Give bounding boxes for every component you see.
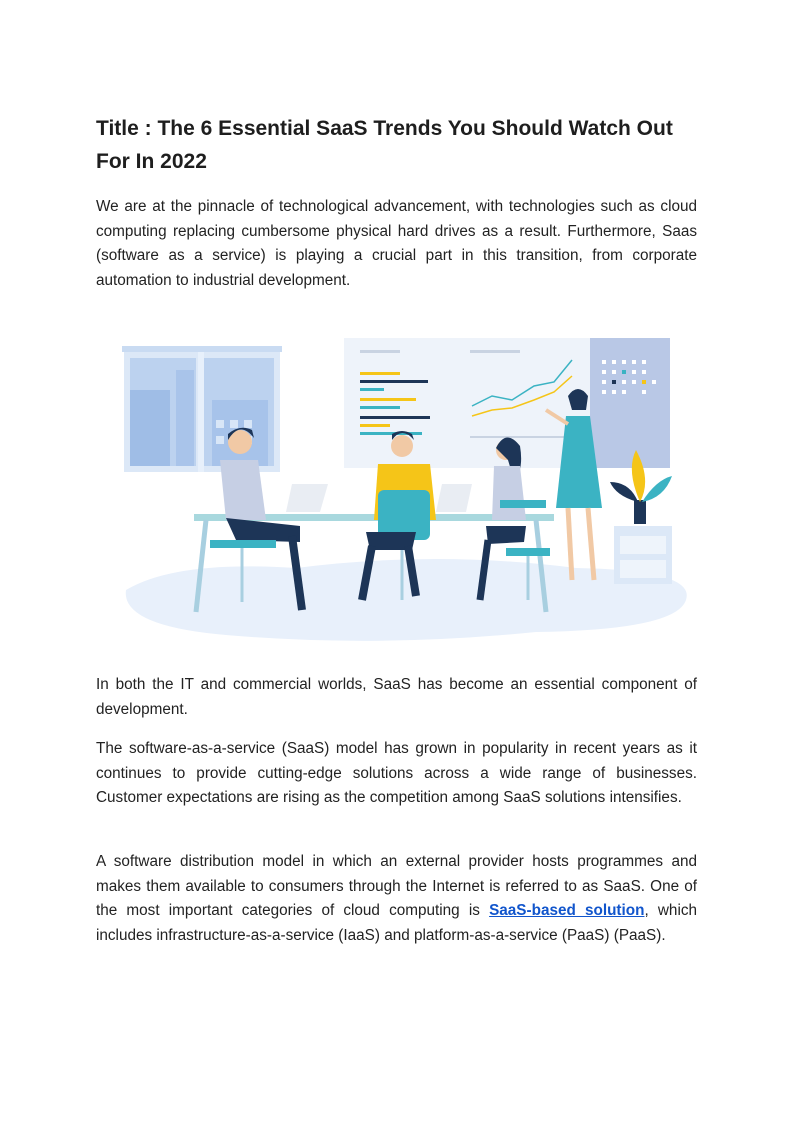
fourth-paragraph-text-end: , which includes infrastructure-as-a-service (IaaS) and platform-as-a-service (PaaS) (PaaS). [96,902,697,944]
third-paragraph: The software-as-a-service (SaaS) model has grown in popularity in recent years as it continues to provide cutting-edge solutions across a wide range of businesses. Customer expectations are rising as the competition among SaaS solutions intensifies. [96,740,697,806]
fourth-paragraph [96,850,697,948]
second-paragraph: In both the IT and commercial worlds, SaaS has become an essential component of development. [96,676,697,718]
plant-cabinet-graphic [610,450,672,584]
team-meeting-illustration [116,330,696,645]
fourth-paragraph-text-start: A software distribution model in which an external provider hosts programmes and makes them available to consumers through the Internet is referred to as SaaS. One of the most important categories of cloud computing is [96,853,697,919]
window-graphic [122,346,282,472]
saas-solution-link[interactable]: SaaS-based solution [489,902,645,919]
intro-paragraph: We are at the pinnacle of technological advancement, with technologies such as cloud computing replacing cumbersome physical hard drives as a result. Furthermore, Saas (software as a service) is playing a crucial part in this transition, from corporate automation to industrial development. [96,198,697,289]
floor-shape [126,559,687,641]
page-title: Title : The 6 Essential SaaS Trends You Should Watch Out For In 2022 [96,117,673,173]
